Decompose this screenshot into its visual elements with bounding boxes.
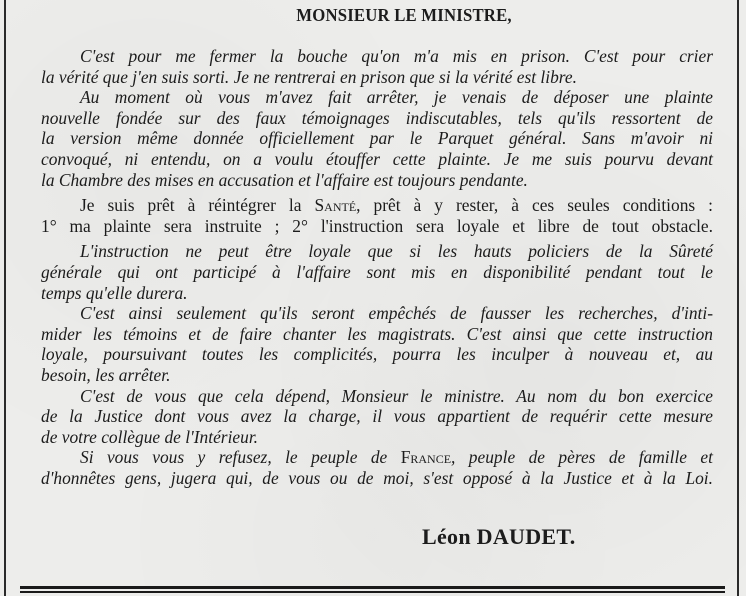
frame-border-left [4, 0, 6, 596]
text-line: de la Justice dont vous avez la charge, il vous appartient de requérir cette mesure [41, 406, 713, 427]
smallcaps-word: France [400, 447, 452, 468]
text-line: mider les témoins et de faire chanter les magistrats. C'est ainsi que cette instruction [41, 323, 713, 344]
text-line: besoin, les arrêter. [41, 364, 171, 385]
paragraph [41, 447, 713, 488]
text-line: L'instruction ne peut être loyale que si les hauts policiers de la Sûreté [80, 241, 713, 262]
text-line: C'est de vous que cela dépend, Monsieur le ministre. Au nom du bon exercice [80, 385, 713, 406]
paragraph [41, 241, 713, 303]
letter-salutation: MONSIEUR LE MINISTRE, [296, 5, 512, 25]
double-rule-thin [20, 591, 725, 593]
text-run: , prêt à y rester, à ces seules conditions : [356, 195, 713, 216]
paragraph [41, 195, 713, 236]
text-run: Je suis prêt à réintégrer la [80, 195, 315, 216]
letter-body [41, 46, 713, 488]
text-line: C'est pour me fermer la bouche qu'on m'a mis en prison. C'est pour crier [80, 46, 713, 66]
text-run: , peuple de pères de famille et [451, 447, 713, 468]
signature: Léon DAUDET. [422, 524, 576, 549]
text-line: la vérité que j'en suis sorti. Je ne rentrerai en prison que si la vérité est libre. [41, 66, 577, 87]
text-line: loyale, poursuivant toutes les complicités, pourra les inculper à nouveau et, au [41, 344, 713, 365]
text-line: de votre collègue de l'Intérieur. [41, 426, 258, 447]
paragraph [41, 46, 713, 87]
paragraph [41, 386, 713, 448]
paragraph [41, 303, 713, 385]
text-line: nouvelle fondée sur des faux témoignages indiscutables, tels qu'ils ressortent de [41, 107, 713, 128]
double-rule-thick [20, 586, 725, 589]
text-line: d'honnêtes gens, jugera qui, de vous ou de moi, s'est opposé à la Justice et à la Loi. [41, 467, 713, 488]
paragraph [41, 87, 713, 190]
text-line: 1° ma plainte sera instruite ; 2° l'instruction sera loyale et libre de tout obstacle. [41, 215, 713, 236]
text-line: convoqué, ni entendu, on a voulu étouffer cette plainte. Je me suis pourvu devant [41, 148, 713, 169]
text-line [41, 195, 713, 216]
text-line: Au moment où vous m'avez fait arrêter, je venais de déposer une plainte [80, 87, 713, 108]
frame-border-right [737, 0, 739, 596]
text-line [41, 447, 713, 468]
text-line: la version même donnée officiellement par le Parquet général. Sans m'avoir ni [41, 128, 713, 149]
smallcaps-word: Santé [314, 195, 357, 216]
text-run: Si vous vous y refusez, le peuple de [80, 447, 401, 468]
text-line: la Chambre des mises en accusation et l'affaire est toujours pendante. [41, 169, 528, 190]
text-line: C'est ainsi seulement qu'ils seront empêchés de fausser les recherches, d'inti- [80, 303, 713, 324]
text-line: générale qui ont participé à l'affaire sont mis en disponibilité pendant tout le [41, 261, 713, 282]
text-line: temps qu'elle durera. [41, 282, 188, 303]
